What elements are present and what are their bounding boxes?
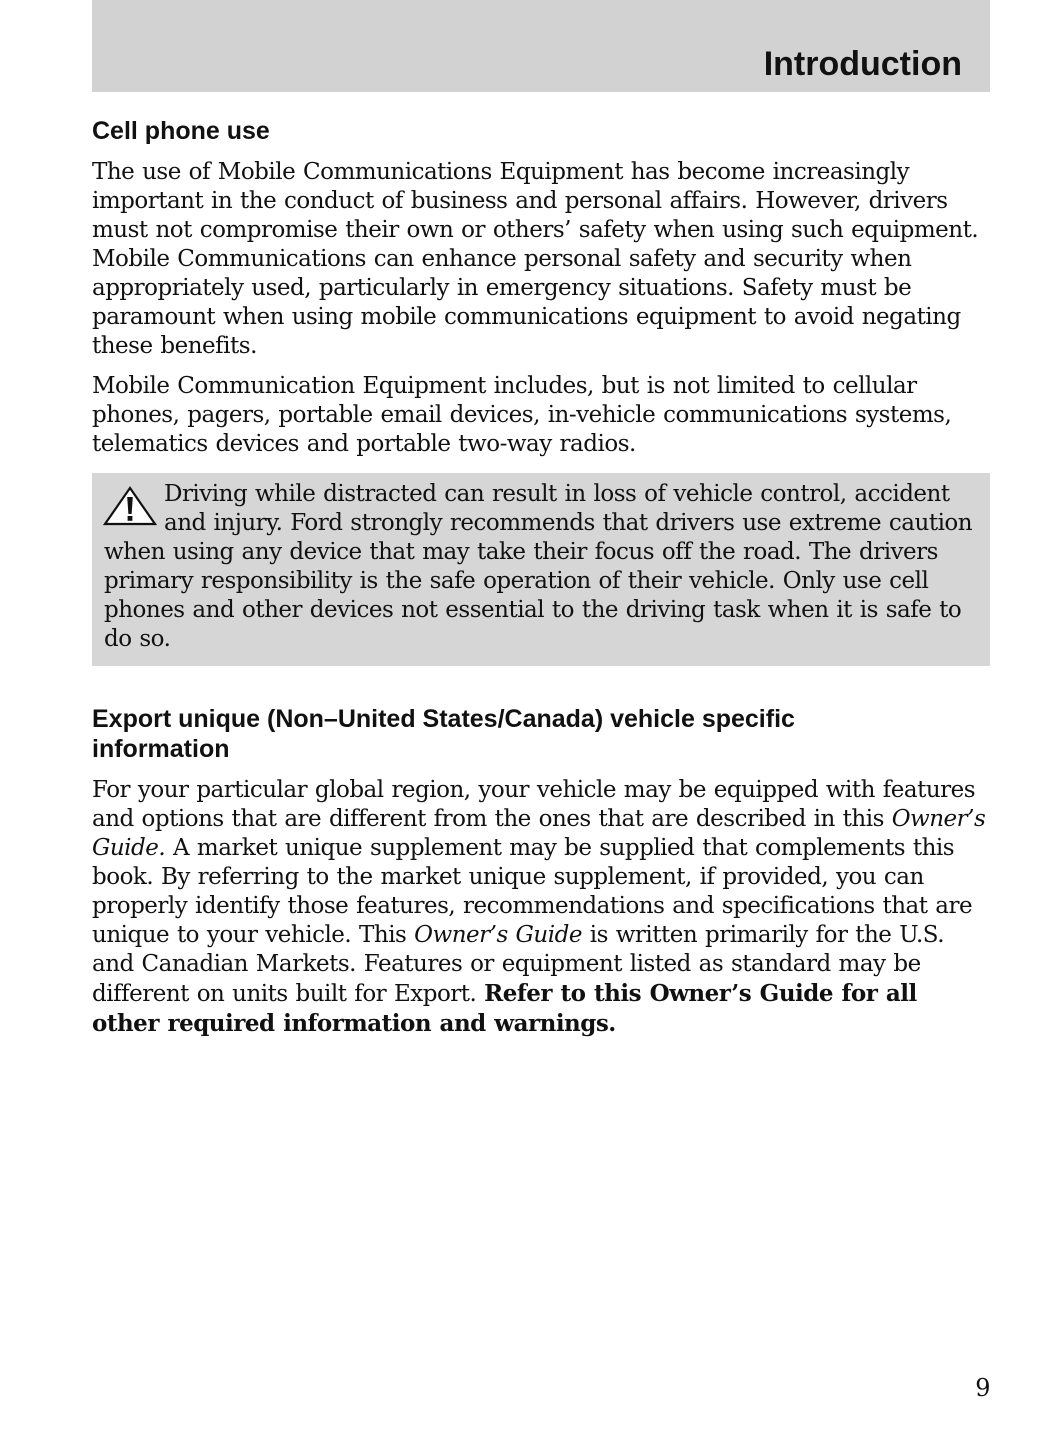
page-title: Introduction bbox=[763, 45, 962, 83]
warning-text: Driving while distracted can result in loss of vehicle control, accident and injury. Ford strongly recommends that drivers use extreme caution when using any device that may take their focus off the road. The drivers primary responsibility is the safe operation of their vehicle. Only use cell phones and other devices not essential to the driving task when it is safe to do so. bbox=[104, 481, 973, 652]
main-content bbox=[92, 116, 990, 1050]
warning-triangle-icon bbox=[102, 485, 158, 527]
warning-box bbox=[92, 473, 990, 666]
cell-phone-paragraph-2: Mobile Communication Equipment includes, but is not limited to cellular phones, pagers, portable email devices, in-vehicle communications systems, telematics devices and portable two-way radios. bbox=[92, 373, 952, 457]
owners-guide-italic-2: Owner’s Guide bbox=[414, 922, 582, 948]
cell-phone-section bbox=[92, 116, 990, 459]
cell-phone-paragraph-1: The use of Mobile Communications Equipment has become increasingly important in the conduct of business and personal affairs. However, drivers must not compromise their own or others’ safety when using such equipment. Mobile Communications can enhance personal safety and security when appropriately used, particularly in emergency situations. Safety must be paramount when using mobile communications equipment to avoid negating these benefits. bbox=[92, 159, 979, 359]
export-text-3: is written primarily for the U.S. and Canadian Markets. Features or equipment listed as standard may be different on units built for Export. bbox=[92, 922, 945, 1007]
header-bar bbox=[92, 0, 990, 92]
export-text-2: A market unique supplement may be supplied that complements this book. By referring to the market unique supplement, if provided, you can properly identify those features, recommendations and specifications that are unique to your vehicle. This bbox=[92, 835, 973, 948]
export-bold-text: Refer to this Owner’s Guide for all other required information and warnings. bbox=[92, 980, 917, 1037]
page-number: 9 bbox=[975, 1374, 990, 1402]
export-text-1: For your particular global region, your vehicle may be equipped with features and options that are different from the ones that are described in this bbox=[92, 777, 976, 832]
owners-guide-italic-1: Owner’s Guide. bbox=[92, 806, 986, 861]
export-paragraph bbox=[92, 776, 990, 1039]
export-section bbox=[92, 704, 990, 1039]
export-heading: Export unique (Non–United States/Canada) vehicle specific information bbox=[92, 705, 795, 763]
cell-phone-heading: Cell phone use bbox=[92, 117, 270, 145]
